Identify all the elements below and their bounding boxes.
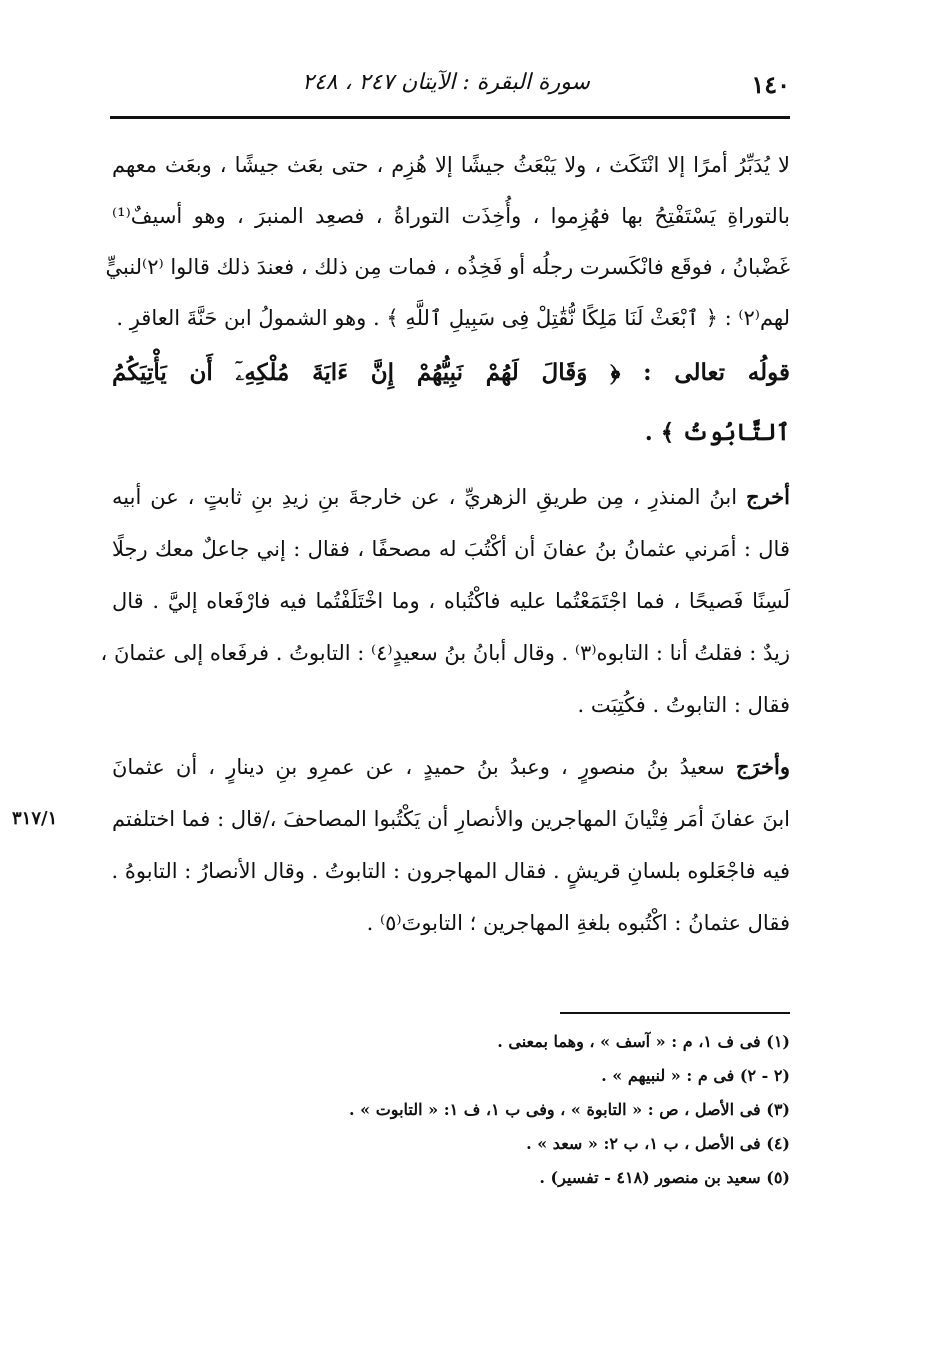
header-rule <box>110 116 790 119</box>
report-text: سعيدُ بنُ منصورٍ ، وعبدُ بنُ حميدٍ ، عن عمرِو بنِ دينارٍ ، أن عثمانَ <box>112 755 725 779</box>
text-line: لهم⁽٢⁾ : ﴿ ٱبْعَثْ لَنَا مَلِكًا نُّقَٰتِلْ فِى سَبِيلِ ٱللَّهِ ﴾ . وهو الشمولُ ابن حَنَّةَ العاقرِ . <box>116 306 790 330</box>
footnote-rule <box>560 1012 790 1014</box>
text-line: لا يُدَبِّرُ أمرًا إلا انْتَكَث ، ولا يَبْعَثُ جيشًا إلا هُزِم ، حتى بعَث جيشًا ، وبعَث معهم <box>112 153 790 177</box>
text-line: بالتوراةِ يَسْتَفْتِحُ بها فهُزِموا ، وأُخِذَت التوراةُ ، فصعِد المنبرَ ، وهو أسيفٌ⁽¹⁾ <box>112 204 790 228</box>
text-line: غَضْبانُ ، فوقَع فانْكَسرت رجلُه أو فَخِذُه ، فمات مِن ذلك ، فعندَ ذلك قالوا ⁽٢⁾لنبيٍّ <box>105 255 790 279</box>
text-line: زيدٌ : فقلتُ أنا : التابوه⁽٣⁾ . وقال أبانُ بنُ سعيدٍ⁽٤⁾ : التابوتُ . فرفَعاه إلى عثمانَ ، <box>100 641 790 665</box>
footnote: (٤) فى الأصل ، ب ١، ب ٢: « سعد » . <box>526 1134 790 1153</box>
report-lead: وأخرَج <box>735 754 790 779</box>
verse-text: ﴿ وَقَالَ لَهُمْ نَبِيُّهُمْ إِنَّ ءَايَةَ مُلْكِهِۦٓ أَن يَأْتِيَكُمُ <box>112 359 621 386</box>
margin-note: ٣١٧/١ <box>12 808 58 829</box>
verse-text-line: ٱلتَّابُوتُ ﴾ . <box>644 419 790 446</box>
text-line: ابنَ عفانَ أمَر فِتْيانَ المهاجرين والأنصارِ أن يَكْتُبوا المصاحفَ ،/قال : فما اختلفتم <box>112 807 790 831</box>
footnote: (٢ - ٢) فى م : « لنبيهم » . <box>601 1066 790 1085</box>
text-line <box>112 482 790 516</box>
footnote: (٣) فى الأصل ، ص : « التابوة » ، وفى ب ١، ف ١: « التابوت » . <box>349 1100 790 1119</box>
page-header <box>110 62 790 112</box>
text-line: فقال : التابوتُ . فكُتِبَت . <box>577 693 790 717</box>
report-lead: أخرج <box>746 484 790 509</box>
page-number: ١٤٠ <box>751 70 790 99</box>
text-line: فيه فاجْعَلوه بلسانِ قريشٍ . فقال المهاجرون : التابوتُ . وقال الأنصارُ : التابوهُ . <box>111 859 790 883</box>
text-line: فقال عثمانُ : اكْتُبوه بلغةِ المهاجرين ؛ التابوتَ⁽٥⁾ . <box>366 911 790 935</box>
text-line: قال : أمَرني عثمانُ بنُ عفانَ أن أكْتُبَ له مصحفًا ، فقال : إني جاعلٌ معك رجلًا <box>112 537 790 561</box>
running-head: سورة البقرة : الآيتان ٢٤٧ ، ٢٤٨ <box>302 70 590 95</box>
verse-heading-line <box>112 358 790 392</box>
text-line: لَسِنًا فَصيحًا ، فما اجْتَمَعْتُما عليه فاكْتُباه ، وما اخْتَلَفْتُما فيه فارْفَعاه إليَّ . قال <box>112 589 790 613</box>
text-line <box>112 752 790 786</box>
footnote: (٥) سعيد بن منصور (٤١٨ - تفسير) . <box>539 1168 790 1187</box>
verse-heading-lead: قولُه تعالى : <box>643 359 790 386</box>
report-text: ابنُ المنذرِ ، مِن طريقِ الزهريِّ ، عن خارجةَ بنِ زيدِ بنِ ثابتٍ ، عن أبيه <box>112 485 738 509</box>
footnote: (١) فى ف ١، م : « آسف » ، وهما بمعنى . <box>497 1032 790 1051</box>
